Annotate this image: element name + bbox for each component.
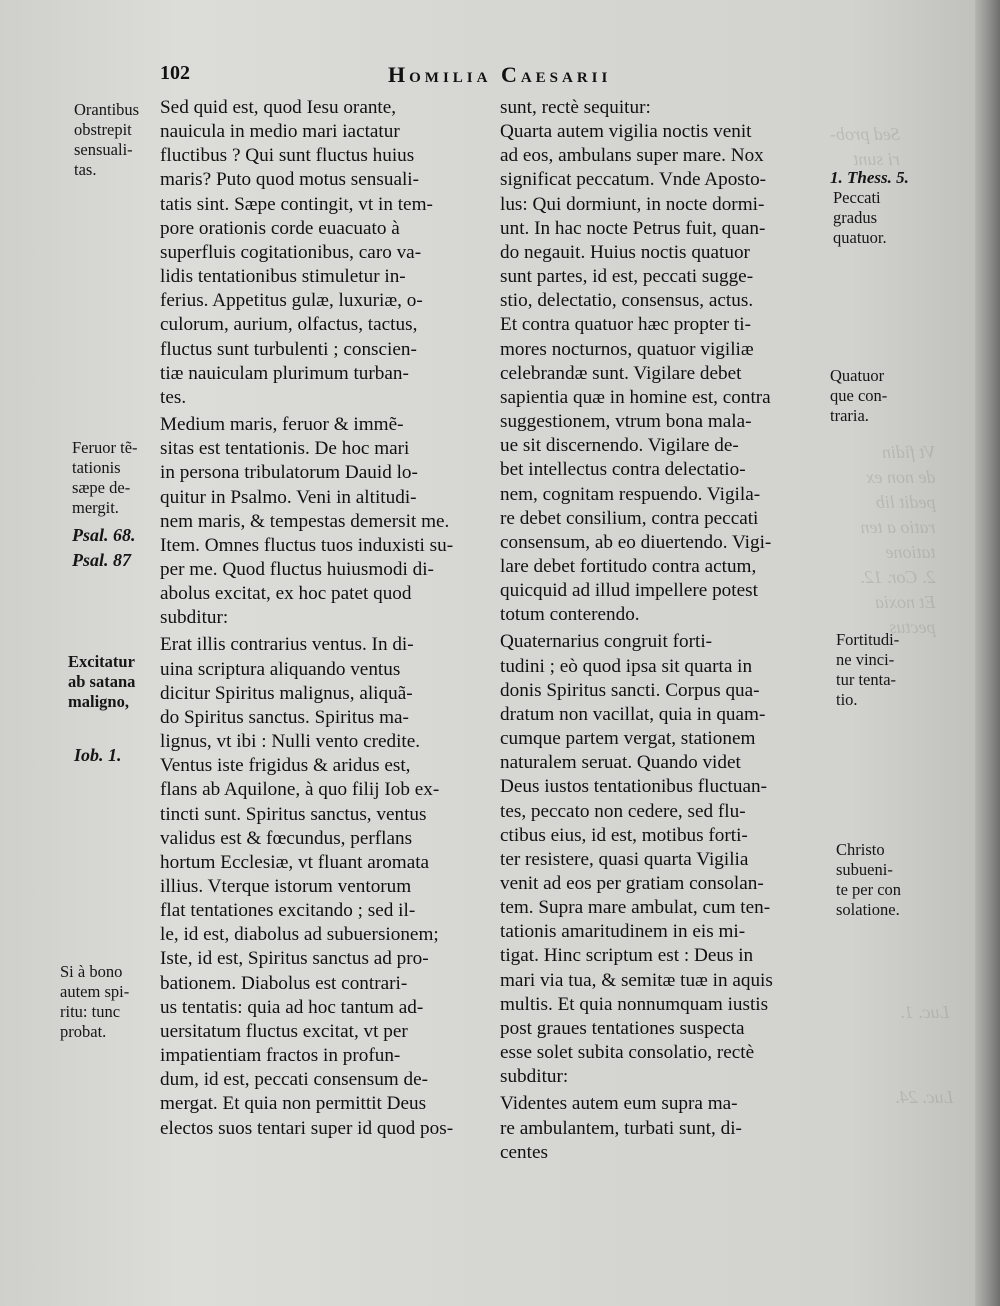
margin-ref-psal68: Psal. 68. bbox=[72, 525, 136, 545]
bleed-through-text: Luc. 1. bbox=[900, 1002, 950, 1022]
text-line: ad eos, ambulans super mare. Nox bbox=[500, 145, 764, 167]
text-line: sapientia quæ in homine est, contra bbox=[500, 386, 771, 408]
text-line: per me. Quod fluctus huiusmodi di- bbox=[160, 558, 434, 580]
margin-note-feruor: Feruor tẽ- tationis sæpe de- mergit. bbox=[72, 438, 138, 517]
text-line: Ventus iste frigidus & aridus est, bbox=[160, 755, 411, 777]
page-number: 102 bbox=[160, 62, 190, 84]
bleed-through-text: Vt fidin de non ex pedit lib ratio a ten tatione 2. Cor. 12. Et noxia pectus bbox=[860, 442, 936, 637]
text-line: tationis amaritudinem in eis mi- bbox=[500, 921, 746, 943]
bleed-through-text: Sed prob- ri sunt bbox=[830, 124, 900, 169]
margin-ref-iob: Iob. 1. bbox=[74, 745, 122, 765]
text-line: celebrandæ sunt. Vigilare debet bbox=[500, 362, 742, 384]
text-line: venit ad eos per gratiam consolan- bbox=[500, 873, 764, 894]
text-line: centes bbox=[500, 1141, 548, 1163]
margin-note-peccati: Peccati gradus quatuor. bbox=[833, 188, 887, 247]
text-line: dicitur Spiritus malignus, aliquã- bbox=[160, 682, 413, 704]
text-line: re ambulantem, turbati sunt, di- bbox=[500, 1117, 742, 1139]
text-line: lidis tentationibus stimuletur in- bbox=[160, 266, 406, 288]
text-line: stio, delectatio, consensus, actus. bbox=[500, 290, 754, 312]
page-edge-shadow bbox=[975, 0, 1000, 1306]
text-line: mores nocturnos, quatuor vigiliæ bbox=[500, 338, 754, 360]
text-line: tatis sint. Sæpe contingit, vt in tem- bbox=[160, 193, 433, 215]
margin-note-christo: Christo subueni- te per con solatione. bbox=[836, 840, 902, 919]
text-line: lare debet fortitudo contra actum, bbox=[500, 555, 757, 577]
text-line: esse solet subita consolatio, rectè bbox=[500, 1042, 755, 1064]
text-line: post graues tentationes suspecta bbox=[500, 1017, 745, 1039]
text-line: mergat. Et quia non permittit Deus bbox=[160, 1093, 427, 1115]
text-line: unt. In hac nocte Petrus fuit, quan- bbox=[500, 217, 766, 239]
text-line: tiæ nauiculam plurimum turban- bbox=[160, 362, 409, 384]
text-line: pore orationis corde euacuato à bbox=[160, 217, 400, 239]
text-line: Erat illis contrarius ventus. In di- bbox=[160, 634, 414, 656]
text-line: tincti sunt. Spiritus sanctus, ventus bbox=[160, 803, 427, 825]
text-line: mari via tua, & semitæ tuæ in aquis bbox=[500, 969, 773, 991]
right-text-column bbox=[500, 96, 822, 1165]
text-line: subditur: bbox=[500, 1066, 569, 1088]
text-line: flans ab Aquilone, à quo filij Iob ex- bbox=[160, 779, 440, 801]
margin-note-excitatur: Excitatur ab satana maligno, bbox=[68, 652, 136, 711]
margin-note-quatuor: Quatuor que con- traria. bbox=[830, 366, 888, 425]
text-line: significat peccatum. Vnde Aposto- bbox=[500, 169, 767, 191]
margin-ref-thess: 1. Thess. 5. bbox=[830, 168, 909, 187]
text-line: subditur: bbox=[160, 607, 229, 629]
running-title: Homilia Caesarii bbox=[388, 62, 612, 87]
text-line: sitas est tentationis. De hoc mari bbox=[160, 438, 410, 460]
text-line: abolus excitat, ex hoc patet quod bbox=[160, 583, 412, 605]
margin-note-orantibus: Orantibus obstrepit sensuali- tas. bbox=[74, 100, 140, 179]
text-line: dratum non vacillat, quia in quam- bbox=[500, 703, 766, 725]
left-text-column bbox=[160, 96, 482, 1141]
text-line: bet intellectus contra delectatio- bbox=[500, 459, 746, 481]
text-line: consensum, ab eo diuertendo. Vigi- bbox=[500, 531, 772, 553]
text-line: ue sit discernendo. Vigilare de- bbox=[500, 435, 739, 457]
text-line: dum, id est, peccati consensum de- bbox=[160, 1069, 429, 1091]
text-line: tes. bbox=[160, 386, 187, 408]
text-line: Deus iustos tentationibus fluctuan- bbox=[500, 776, 767, 798]
text-line: flat tentationes excitando ; sed il- bbox=[160, 900, 416, 922]
text-line: quicquid ad illud impellere potest bbox=[500, 580, 758, 602]
text-line: fluctus sunt turbulenti ; conscien- bbox=[160, 338, 417, 360]
text-line: sunt, rectè sequitur: bbox=[500, 97, 651, 118]
text-line: do Spiritus sanctus. Spiritus ma- bbox=[160, 706, 409, 728]
margin-ref-psal87: Psal. 87 bbox=[72, 550, 132, 570]
text-line: Videntes autem eum supra ma- bbox=[500, 1093, 738, 1115]
text-line: lus: Qui dormiunt, in nocte dormi- bbox=[500, 193, 765, 215]
margin-note-fortitudine: Fortitudi- ne vinci- tur tenta- tio. bbox=[836, 630, 900, 709]
text-line: bationem. Diabolus est contrari- bbox=[160, 972, 408, 994]
text-line: tes, peccato non cedere, sed flu- bbox=[500, 800, 746, 822]
text-line: validus est & fœcundus, perflans bbox=[160, 827, 413, 849]
margin-note-si-a-bono: Si à bono autem spi- ritu: tunc probat. bbox=[60, 962, 130, 1041]
text-line: lignus, vt ibi : Nulli vento credite. bbox=[160, 731, 421, 753]
text-line: re debet consilium, contra peccati bbox=[500, 507, 759, 529]
text-line: Sed quid est, quod Iesu orante, bbox=[160, 97, 397, 118]
bleed-through-text: Luc. 24. bbox=[895, 1087, 954, 1107]
text-line: totum conterendo. bbox=[500, 604, 640, 626]
text-line: ctibus eius, id est, motibus forti- bbox=[500, 824, 748, 846]
text-line: ferius. Appetitus gulæ, luxuriæ, o- bbox=[160, 290, 423, 312]
text-line: electos suos tentari super id quod pos- bbox=[160, 1117, 454, 1139]
text-line: Et contra quatuor hæc propter ti- bbox=[500, 314, 751, 336]
text-line: culorum, aurium, olfactus, tactus, bbox=[160, 314, 418, 336]
text-line: Quarta autem vigilia noctis venit bbox=[500, 121, 752, 143]
text-line: illius. Vterque istorum ventorum bbox=[160, 876, 412, 897]
text-line: maris? Puto quod motus sensuali- bbox=[160, 169, 420, 191]
text-line: in persona tribulatorum Dauid lo- bbox=[160, 462, 418, 484]
text-line: us tentatis: quia ad hoc tantum ad- bbox=[160, 996, 424, 1018]
text-line: Iste, id est, Spiritus sanctus ad pro- bbox=[160, 948, 429, 970]
text-line: tudini ; eò quod ipsa sit quarta in bbox=[500, 655, 753, 677]
text-line: naturalem seruat. Quando videt bbox=[500, 752, 741, 774]
text-line: tigat. Hinc scriptum est : Deus in bbox=[500, 945, 754, 967]
text-line: cumque partem vergat, stationem bbox=[500, 728, 756, 750]
text-line: donis Spiritus sancti. Corpus qua- bbox=[500, 679, 760, 701]
text-line: Medium maris, feruor & immẽ- bbox=[160, 414, 404, 436]
text-line: uina scriptura aliquando ventus bbox=[160, 658, 401, 680]
text-line: sunt partes, id est, peccati sugge- bbox=[500, 266, 754, 288]
text-line: suggestionem, vtrum bona mala- bbox=[500, 411, 752, 433]
text-line: multis. Et quia nonnumquam iustis bbox=[500, 993, 769, 1015]
text-line: ter resistere, quasi quarta Vigilia bbox=[500, 848, 749, 870]
text-line: fluctibus ? Qui sunt fluctus huius bbox=[160, 145, 415, 167]
text-line: uersitatum fluctus excitat, vt per bbox=[160, 1020, 408, 1042]
text-line: Item. Omnes fluctus tuos induxisti su- bbox=[160, 534, 454, 556]
text-line: quitur in Psalmo. Veni in altitudi- bbox=[160, 486, 417, 508]
text-line: do negauit. Huius noctis quatuor bbox=[500, 241, 750, 263]
text-line: nem, cognitam respuendo. Vigila- bbox=[500, 483, 761, 505]
text-line: Quaternarius congruit forti- bbox=[500, 631, 713, 653]
text-line: impatientiam fractos in profun- bbox=[160, 1045, 401, 1067]
text-line: tem. Supra mare ambulat, cum ten- bbox=[500, 897, 771, 919]
text-line: le, id est, diabolus ad subuersionem; bbox=[160, 924, 439, 946]
text-line: nem maris, & tempestas demersit me. bbox=[160, 510, 450, 532]
text-line: hortum Ecclesiæ, vt fluant aromata bbox=[160, 851, 430, 873]
text-line: superfluis cogitationibus, caro va- bbox=[160, 241, 422, 263]
text-line: nauicula in medio mari iactatur bbox=[160, 121, 400, 143]
page-header bbox=[160, 58, 820, 94]
